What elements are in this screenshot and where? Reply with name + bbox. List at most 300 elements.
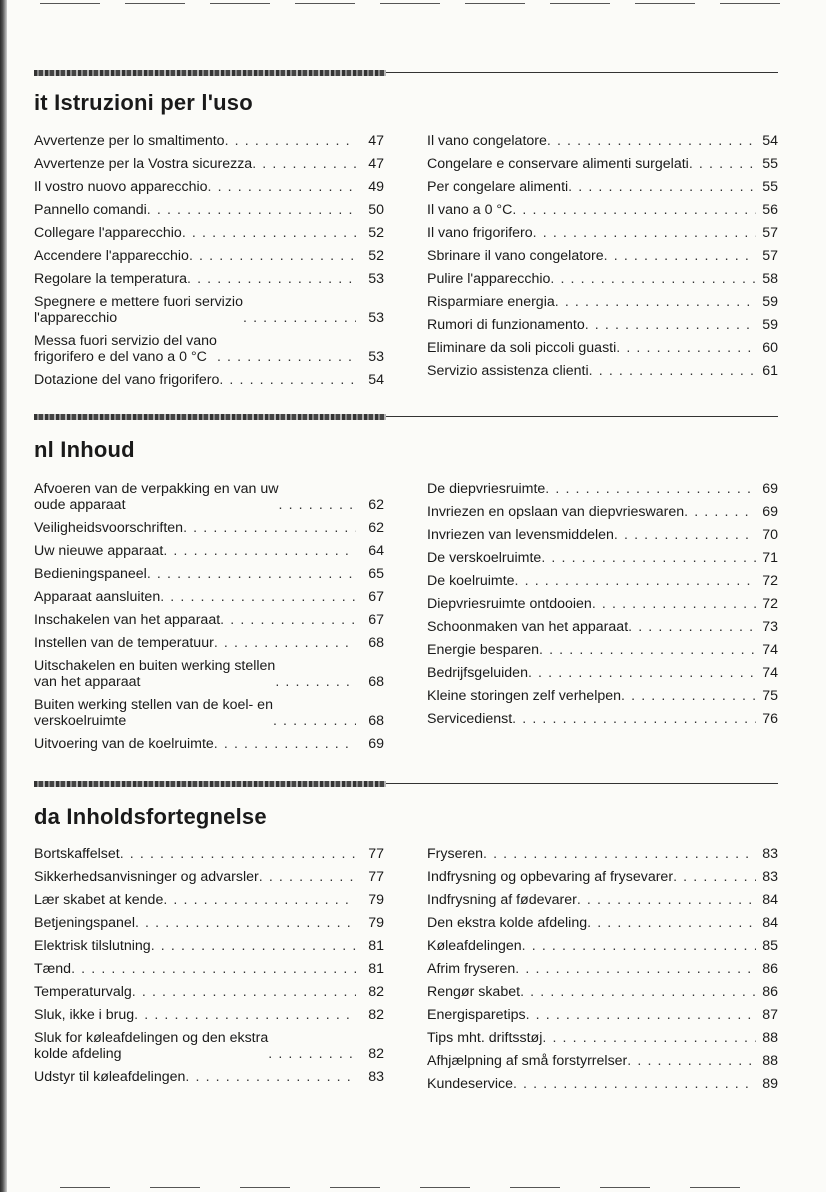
toc-entry-title-line: Uw nieuwe apparaat — [34, 543, 164, 559]
toc-entry-title-line: Bedrijfsgeluiden — [427, 665, 528, 681]
toc-entry-title-line: Kundeservice — [427, 1076, 513, 1092]
toc-entry-title-line: Collegare l'apparecchio — [34, 225, 182, 241]
toc-dot-leader — [520, 981, 756, 1004]
toc-dot-leader — [252, 153, 356, 176]
toc-entry-title-line: Indfrysning af fødevarer — [427, 892, 577, 908]
toc-entry — [427, 268, 778, 291]
toc-entry — [34, 199, 384, 222]
toc-entry-title-line: Afrim fryseren — [427, 961, 516, 977]
toc-dot-leader — [542, 1027, 756, 1050]
toc-entry-page: 87 — [762, 1007, 778, 1023]
toc-dot-leader — [217, 349, 356, 365]
toc-column-left — [34, 843, 384, 1089]
toc-entry — [427, 337, 778, 360]
toc-entry-title — [34, 294, 243, 326]
section-rule — [386, 783, 778, 784]
toc-entry-page: 81 — [368, 961, 384, 977]
toc-entry-title-line: Veiligheidsvoorschriften — [34, 520, 184, 536]
toc-entry-title — [427, 199, 512, 222]
toc-dot-leader — [512, 199, 756, 222]
toc-entry-page: 62 — [368, 520, 384, 536]
toc-dot-leader — [135, 912, 356, 935]
toc-entry-title-line: Elektrisk tilslutning — [34, 938, 151, 954]
toc-entry-page: 53 — [368, 349, 384, 365]
toc-entry-title-line: Uitschakelen en buiten werking stellen — [34, 658, 276, 674]
toc-entry-title — [34, 517, 183, 540]
toc-entry-page: 67 — [368, 612, 384, 628]
toc-entry-title-line: De verskoelruimte — [427, 550, 542, 566]
toc-dot-leader — [219, 369, 356, 392]
toc-entry-page: 79 — [368, 892, 384, 908]
toc-entry-title — [427, 501, 684, 524]
toc-entry-title — [34, 369, 219, 392]
toc-entry — [427, 1004, 778, 1027]
toc-entry-title-line: Afhjælpning af små forstyrrelser — [427, 1053, 628, 1069]
toc-entry — [34, 176, 384, 199]
toc-entry-title — [427, 245, 604, 268]
toc-entry-title — [34, 843, 120, 866]
section-band — [34, 70, 386, 76]
toc-entry — [427, 958, 778, 981]
toc-dot-leader — [185, 1066, 356, 1089]
toc-dot-leader — [515, 958, 756, 981]
toc-entry — [34, 889, 384, 912]
toc-entry-page: 86 — [762, 984, 778, 1000]
toc-entry-title — [34, 199, 147, 222]
toc-entry — [427, 1050, 778, 1073]
toc-entry-title — [427, 570, 515, 593]
toc-dot-leader — [627, 1050, 756, 1073]
toc-column-left — [34, 478, 384, 756]
toc-entry-title-line: Tænd — [34, 961, 72, 977]
toc-entry — [34, 694, 384, 733]
toc-dot-leader — [555, 291, 756, 314]
toc-entry-title-line: Servizio assistenza clienti — [427, 363, 589, 379]
toc-entry-title-line: Kleine storingen zelf verhelpen — [427, 688, 622, 704]
toc-entry-page: 56 — [762, 202, 778, 218]
toc-entry-page: 65 — [368, 566, 384, 582]
toc-entry — [34, 1066, 384, 1089]
toc-entry-title-line: Sluk for køleafdelingen og den ekstra — [34, 1030, 269, 1046]
toc-dot-leader — [585, 314, 756, 337]
toc-entry-title-line: Diepvriesruimte ontdooien — [427, 596, 592, 612]
toc-entry — [34, 153, 384, 176]
toc-dot-leader — [515, 570, 756, 593]
toc-dot-leader — [147, 563, 356, 586]
toc-entry — [34, 609, 384, 632]
toc-entry-title-line: Avvertenze per lo smaltimento — [34, 133, 225, 149]
toc-entry-title — [427, 1050, 627, 1073]
toc-entry-title — [427, 478, 545, 501]
toc-dot-leader — [628, 616, 756, 639]
toc-entry — [427, 222, 778, 245]
toc-dot-leader — [673, 866, 756, 889]
toc-entry — [427, 245, 778, 268]
toc-entry-page: 81 — [368, 938, 384, 954]
toc-entry — [34, 245, 384, 268]
toc-entry-title — [427, 593, 592, 616]
toc-entry-title — [427, 291, 555, 314]
toc-entry-page: 83 — [762, 869, 778, 885]
toc-dot-leader — [592, 593, 756, 616]
section-heading: it Istruzioni per l'uso — [34, 90, 253, 115]
toc-entry-title-line: Den ekstra kolde afdeling — [427, 915, 588, 931]
section-heading: da Inholdsfortegnelse — [34, 804, 267, 829]
toc-entry — [427, 843, 778, 866]
toc-entry-title-line: Eliminare da soli piccoli guasti — [427, 340, 617, 356]
toc-entry — [427, 708, 778, 731]
toc-entry-title-line: Uitvoering van de koelruimte — [34, 736, 214, 752]
toc-entry — [427, 130, 778, 153]
toc-entry — [427, 662, 778, 685]
toc-dot-leader — [689, 153, 756, 176]
toc-dot-leader — [187, 268, 356, 291]
toc-entry-title — [34, 1004, 134, 1027]
toc-entry-title-line: oude apparaat — [34, 497, 126, 513]
toc-dot-leader — [539, 639, 756, 662]
toc-dot-leader — [243, 310, 356, 326]
toc-entry-page: 52 — [368, 248, 384, 264]
toc-entry-title-line: Instellen van de temperatuur — [34, 635, 214, 651]
toc-entry-title-line: Spegnere e mettere fuori servizio — [34, 294, 243, 310]
toc-entry — [427, 153, 778, 176]
toc-entry-page: 47 — [368, 133, 384, 149]
toc-dot-leader — [151, 935, 356, 958]
toc-entry-page: 70 — [762, 527, 778, 543]
toc-dot-leader — [684, 501, 756, 524]
toc-dot-leader — [268, 1046, 356, 1062]
toc-dot-leader — [120, 843, 356, 866]
toc-entry-title — [427, 1027, 542, 1050]
toc-entry-title — [34, 912, 135, 935]
toc-entry-title-line: Sbrinare il vano congelatore — [427, 248, 604, 264]
toc-entry-page: 58 — [762, 271, 778, 287]
toc-entry-title — [34, 481, 279, 513]
toc-entry-page: 69 — [762, 481, 778, 497]
toc-entry-title-line: Inschakelen van het apparaat — [34, 612, 221, 628]
toc-entry — [34, 222, 384, 245]
toc-dot-leader — [568, 176, 756, 199]
toc-dot-leader — [182, 222, 356, 245]
toc-entry-page: 74 — [762, 665, 778, 681]
toc-entry-page: 71 — [762, 550, 778, 566]
toc-entry-title-line: frigorifero e del vano a 0 °C — [34, 349, 207, 365]
toc-entry-title — [34, 733, 214, 756]
toc-entry-title — [34, 245, 189, 268]
toc-entry-title-line: Betjeningspanel — [34, 915, 135, 931]
toc-entry-page: 69 — [368, 736, 384, 752]
toc-entry-title — [34, 333, 217, 365]
toc-entry-title-line: Il vano frigorifero — [427, 225, 533, 241]
toc-entry-page: 79 — [368, 915, 384, 931]
toc-entry — [427, 935, 778, 958]
toc-entry — [427, 685, 778, 708]
toc-entry-title — [34, 609, 220, 632]
toc-entry — [34, 655, 384, 694]
toc-entry-page: 89 — [762, 1076, 778, 1092]
toc-entry-title-line: Schoonmaken van het apparaat — [427, 619, 629, 635]
toc-entry-title — [427, 314, 585, 337]
toc-entry-page: 68 — [368, 674, 384, 690]
toc-entry-page: 73 — [762, 619, 778, 635]
toc-entry-title-line: Il vano a 0 °C — [427, 202, 513, 218]
toc-entry-page: 88 — [762, 1053, 778, 1069]
section-rule — [386, 416, 778, 417]
toc-entry-page: 47 — [368, 156, 384, 172]
toc-dot-leader — [533, 222, 756, 245]
toc-entry-title-line: Invriezen van levensmiddelen — [427, 527, 614, 543]
toc-entry-title — [427, 662, 528, 685]
toc-entry-page: 82 — [368, 1007, 384, 1023]
toc-dot-leader — [225, 130, 356, 153]
toc-entry-page: 64 — [368, 543, 384, 559]
toc-entry-title-line: Tips mht. driftsstøj — [427, 1030, 543, 1046]
toc-entry-page: 57 — [762, 248, 778, 264]
toc-entry — [34, 330, 384, 369]
toc-entry — [427, 501, 778, 524]
toc-dot-leader — [147, 199, 356, 222]
toc-entry-title-line: Sluk, ikke i brug — [34, 1007, 135, 1023]
toc-entry-page: 67 — [368, 589, 384, 605]
toc-entry-title — [427, 616, 628, 639]
toc-dot-leader — [522, 935, 756, 958]
toc-entry-title-line: De koelruimte — [427, 573, 515, 589]
section-heading: nl Inhoud — [34, 437, 135, 462]
toc-entry-title — [427, 889, 577, 912]
toc-entry-title — [34, 1066, 185, 1089]
toc-entry-title — [34, 632, 214, 655]
toc-dot-leader — [273, 713, 356, 729]
toc-entry-title — [427, 524, 614, 547]
toc-entry — [34, 586, 384, 609]
toc-dot-leader — [550, 268, 756, 291]
section-rule — [386, 72, 778, 73]
toc-entry — [34, 478, 384, 517]
toc-entry-page: 68 — [368, 713, 384, 729]
toc-entry-title — [427, 981, 520, 1004]
toc-entry-page: 83 — [762, 846, 778, 862]
toc-entry-title — [34, 981, 132, 1004]
toc-entry — [427, 570, 778, 593]
section-band — [34, 781, 386, 787]
toc-entry — [427, 360, 778, 383]
toc-entry — [427, 866, 778, 889]
toc-entry-title-line: l'apparecchio — [34, 310, 118, 326]
toc-dot-leader — [160, 586, 356, 609]
toc-entry — [34, 540, 384, 563]
toc-dot-leader — [214, 632, 356, 655]
toc-entry — [34, 958, 384, 981]
toc-dot-leader — [587, 912, 756, 935]
toc-entry-title-line: van het apparaat — [34, 674, 141, 690]
toc-entry-title — [34, 889, 163, 912]
toc-entry — [427, 889, 778, 912]
toc-entry-title-line: Per congelare alimenti — [427, 179, 569, 195]
toc-entry — [34, 981, 384, 1004]
toc-entry-page: 86 — [762, 961, 778, 977]
toc-entry-title-line: Invriezen en opslaan van diepvrieswaren — [427, 504, 685, 520]
toc-entry-title-line: Energie besparen — [427, 642, 540, 658]
toc-entry — [427, 593, 778, 616]
toc-dot-leader — [577, 889, 756, 912]
toc-entry-title — [427, 935, 522, 958]
toc-entry-title-line: Pulire l'apparecchio — [427, 271, 551, 287]
toc-dot-leader — [547, 130, 756, 153]
toc-entry — [427, 1073, 778, 1096]
toc-entry-page: 82 — [368, 984, 384, 1000]
toc-entry — [427, 176, 778, 199]
toc-entry-page: 84 — [762, 892, 778, 908]
toc-entry-title — [427, 1004, 526, 1027]
toc-entry-page: 59 — [762, 294, 778, 310]
toc-dot-leader — [545, 478, 756, 501]
toc-entry — [427, 291, 778, 314]
toc-entry-page: 69 — [762, 504, 778, 520]
toc-entry-title-line: Sikkerhedsanvisninger og advarsler — [34, 869, 259, 885]
toc-entry — [34, 268, 384, 291]
toc-entry-title-line: Pannello comandi — [34, 202, 147, 218]
toc-entry-page: 54 — [762, 133, 778, 149]
toc-entry-title-line: Afvoeren van de verpakking en van uw — [34, 481, 279, 497]
toc-entry-title — [34, 935, 151, 958]
toc-entry-page: 68 — [368, 635, 384, 651]
toc-entry-title-line: Bedieningspaneel — [34, 566, 147, 582]
toc-dot-leader — [132, 981, 356, 1004]
toc-entry-title-line: Indfrysning og opbevaring af frysevarer — [427, 869, 674, 885]
toc-entry-title-line: Congelare e conservare alimenti surgelati — [427, 156, 689, 172]
toc-entry-title-line: Accendere l'apparecchio — [34, 248, 189, 264]
toc-entry-title — [34, 130, 225, 153]
toc-entry-title — [34, 658, 275, 690]
toc-entry-page: 55 — [762, 179, 778, 195]
toc-entry — [34, 291, 384, 330]
toc-entry — [34, 632, 384, 655]
toc-entry — [34, 843, 384, 866]
toc-entry-page: 72 — [762, 596, 778, 612]
toc-entry-page: 77 — [368, 869, 384, 885]
toc-entry-title — [34, 268, 187, 291]
toc-entry-page: 49 — [368, 179, 384, 195]
toc-dot-leader — [528, 662, 756, 685]
toc-entry-title — [34, 958, 71, 981]
toc-entry — [427, 547, 778, 570]
toc-entry-title — [427, 130, 547, 153]
toc-entry-title — [34, 586, 160, 609]
toc-dot-leader — [589, 360, 756, 383]
toc-dot-leader — [604, 245, 756, 268]
toc-entry — [34, 733, 384, 756]
toc-entry-title — [427, 222, 533, 245]
toc-entry-title-line: Dotazione del vano frigorifero — [34, 372, 220, 388]
toc-dot-leader — [163, 889, 356, 912]
toc-dot-leader — [275, 674, 356, 690]
toc-dot-leader — [526, 1004, 756, 1027]
toc-entry-page: 53 — [368, 271, 384, 287]
toc-entry-title — [427, 547, 541, 570]
toc-entry-page: 83 — [368, 1069, 384, 1085]
toc-entry-page: 88 — [762, 1030, 778, 1046]
toc-entry-page: 62 — [368, 497, 384, 513]
toc-entry-title-line: De diepvriesruimte — [427, 481, 546, 497]
toc-entry-title-line: Køleafdelingen — [427, 938, 522, 954]
toc-entry — [427, 616, 778, 639]
toc-entry-title — [34, 1030, 268, 1062]
toc-column-right — [427, 478, 778, 731]
toc-entry-title-line: kolde afdeling — [34, 1046, 122, 1062]
toc-entry-title-line: Messa fuori servizio del vano — [34, 333, 217, 349]
toc-entry-title-line: Avvertenze per la Vostra sicurezza — [34, 156, 253, 172]
toc-dot-leader — [541, 547, 756, 570]
toc-dot-leader — [183, 517, 356, 540]
toc-dot-leader — [220, 609, 356, 632]
toc-entry-page: 57 — [762, 225, 778, 241]
toc-entry-title — [427, 268, 550, 291]
toc-entry-title-line: Bortskaffelset — [34, 846, 120, 862]
toc-entry-title-line: Il vano congelatore — [427, 133, 547, 149]
toc-entry — [34, 912, 384, 935]
toc-entry-page: 75 — [762, 688, 778, 704]
toc-entry-title — [427, 866, 673, 889]
toc-entry-title-line: Il vostro nuovo apparecchio — [34, 179, 208, 195]
toc-entry-title-line: Energisparetips — [427, 1007, 526, 1023]
toc-entry-title — [427, 360, 589, 383]
toc-entry-page: 54 — [368, 372, 384, 388]
toc-entry — [34, 1004, 384, 1027]
toc-dot-leader — [134, 1004, 356, 1027]
toc-dot-leader — [259, 866, 356, 889]
toc-entry-title — [34, 540, 163, 563]
toc-entry-title-line: Udstyr til køleafdelingen — [34, 1069, 186, 1085]
toc-entry — [427, 981, 778, 1004]
toc-entry — [427, 314, 778, 337]
toc-entry — [34, 935, 384, 958]
toc-dot-leader — [208, 176, 356, 199]
toc-entry-title-line: Apparaat aansluiten — [34, 589, 161, 605]
toc-entry-page: 84 — [762, 915, 778, 931]
toc-dot-leader — [483, 843, 756, 866]
toc-entry — [427, 524, 778, 547]
toc-entry-title-line: Lær skabet at kende — [34, 892, 164, 908]
toc-entry-title — [427, 337, 616, 360]
toc-entry-title-line: verskoelruimte — [34, 713, 127, 729]
toc-entry — [427, 199, 778, 222]
toc-entry-title — [427, 639, 539, 662]
toc-entry-title — [427, 685, 621, 708]
toc-entry — [427, 639, 778, 662]
toc-entry-page: 53 — [368, 310, 384, 326]
toc-dot-leader — [163, 540, 356, 563]
toc-entry-title — [427, 708, 512, 731]
toc-entry-title-line: Temperaturvalg — [34, 984, 132, 1000]
toc-entry-title — [427, 1073, 513, 1096]
toc-column-right — [427, 130, 778, 383]
toc-dot-leader — [279, 497, 357, 513]
toc-entry-title — [34, 153, 252, 176]
toc-dot-leader — [616, 337, 756, 360]
toc-entry-page: 52 — [368, 225, 384, 241]
toc-entry-title — [427, 843, 483, 866]
toc-entry-title — [34, 866, 259, 889]
toc-entry-title — [427, 176, 568, 199]
toc-dot-leader — [214, 733, 356, 756]
toc-entry-title — [427, 153, 689, 176]
toc-column-right — [427, 843, 778, 1096]
toc-entry-title-line: Rumori di funzionamento — [427, 317, 585, 333]
toc-entry-title — [34, 697, 273, 729]
toc-entry-title — [427, 912, 587, 935]
toc-entry-title — [34, 563, 147, 586]
toc-entry-page: 74 — [762, 642, 778, 658]
